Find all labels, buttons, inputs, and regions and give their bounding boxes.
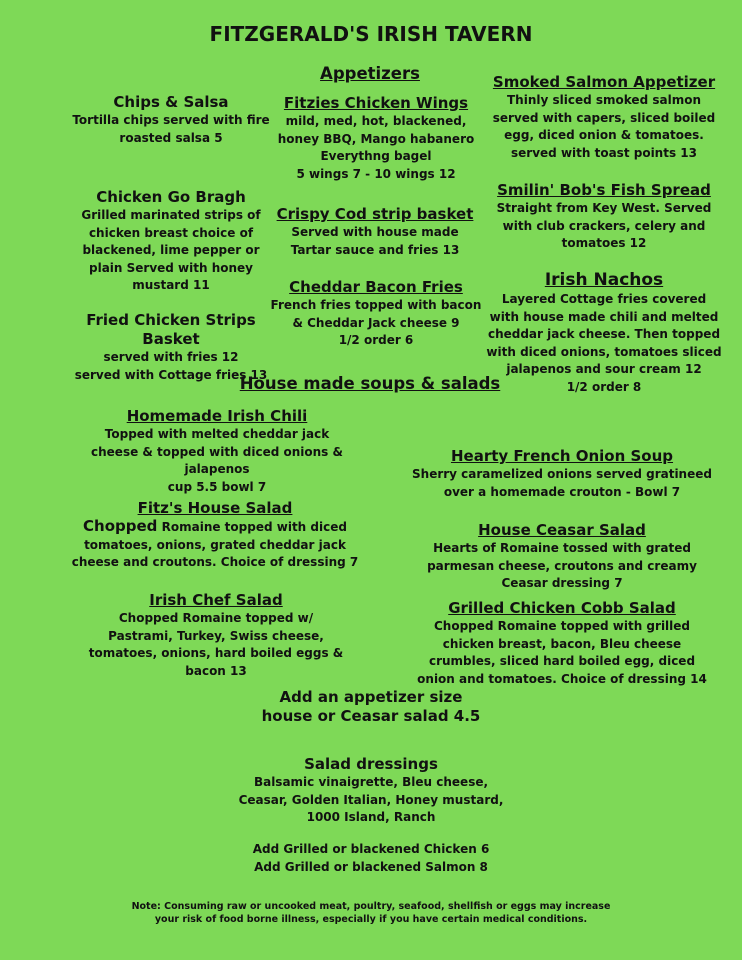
menu-item-chicken-wings [268, 94, 484, 183]
item-name: Cheddar Bacon Fries [289, 278, 463, 296]
dressings-list: Balsamic vinaigrette, Bleu cheese, Ceasar, Golden Italian, Honey mustard, 1000 Island, Ranch [238, 775, 504, 824]
item-name: Irish Nachos [544, 270, 664, 290]
item-desc: Chopped Romaine topped with grilled chicken breast, bacon, Bleu cheese crumbles, sliced hard boiled egg, diced onion and tomatoes. Choice of dressing 14 [417, 619, 707, 686]
page-title: FITZGERALD'S IRISH TAVERN [209, 22, 533, 46]
add-ons [221, 841, 521, 876]
item-name: Grilled Chicken Cobb Salad [448, 599, 676, 617]
item-name: House Ceasar Salad [478, 521, 646, 539]
item-name: Crispy Cod strip basket [276, 205, 474, 223]
menu-item-irish-chili [82, 407, 352, 496]
item-desc-rest: Romaine topped with diced tomatoes, onions, grated cheddar jack cheese and croutons. Choice of dressing 7 [71, 520, 359, 569]
item-desc: served with Cottage fries 13 [74, 367, 268, 382]
item-name: Smilin' Bob's Fish Spread [497, 181, 711, 199]
item-desc: Topped with melted cheddar jack cheese & topped with diced onions & jalapenos [91, 427, 343, 476]
item-half-order: 1/2 order 6 [338, 333, 414, 347]
menu-item-ceasar-salad [408, 521, 716, 593]
item-desc: Sherry caramelized onions served gratineed over a homemade crouton - Bowl 7 [412, 467, 712, 499]
item-desc: French fries topped with bacon & Cheddar Jack cheese 9 [270, 298, 482, 330]
soups-salads-heading: House made soups & salads [239, 374, 501, 393]
menu-item-chicken-go-bragh [72, 188, 270, 295]
item-desc: Grilled marinated strips of chicken breast choice of blackened, lime pepper or plain Served with honey mustard 11 [81, 208, 261, 292]
addon-salmon: Add Grilled or blackened Salmon 8 [254, 859, 488, 874]
item-name: Fried Chicken Strips Basket [86, 311, 256, 348]
item-desc: Tortilla chips served with fire roasted salsa 5 [72, 113, 270, 145]
salad-dressings [230, 755, 512, 827]
add-app-line1: Add an appetizer size [279, 688, 463, 706]
item-desc: Chopped Romaine topped w/ Pastrami, Turkey, Swiss cheese, tomatoes, onions, hard boiled eggs & bacon 13 [88, 611, 344, 678]
menu-item-irish-chef-salad [86, 591, 346, 680]
menu-item-irish-nachos [486, 269, 722, 396]
item-desc: Served with house made Tartar sauce and fries 13 [290, 225, 460, 257]
menu-item-smoked-salmon [488, 73, 720, 162]
item-price: cup 5.5 bowl 7 [167, 479, 267, 494]
item-desc: Thinly sliced smoked salmon served with capers, sliced boiled egg, diced onion & tomatoes. served with toast points 13 [492, 93, 716, 160]
item-name: Smoked Salmon Appetizer [492, 73, 716, 91]
menu-item-fish-spread [488, 181, 720, 253]
menu-item-cod-basket [272, 205, 478, 259]
appetizers-heading: Appetizers [320, 64, 420, 83]
item-desc: Hearts of Romaine tossed with grated parmesan cheese, croutons and creamy Ceasar dressing 7 [427, 541, 697, 590]
add-app-line2: house or Ceasar salad 4.5 [261, 707, 481, 725]
item-desc [60, 518, 370, 572]
item-name: Chips & Salsa [113, 93, 229, 111]
menu-item-house-salad [60, 499, 370, 572]
item-name: Chicken Go Bragh [96, 188, 246, 206]
dressings-heading: Salad dressings [304, 755, 438, 773]
menu-item-cheddar-bacon-fries [268, 278, 484, 350]
menu-item-cobb-salad [410, 599, 714, 688]
menu-item-french-onion-soup [408, 447, 716, 501]
item-name: Homemade Irish Chili [126, 407, 308, 425]
item-price: 5 wings 7 - 10 wings 12 [296, 166, 456, 181]
item-half-order: 1/2 order 8 [566, 379, 642, 394]
menu-item-chips-salsa [70, 93, 272, 147]
item-desc: mild, med, hot, blackened, honey BBQ, Mango habanero Everythng bagel [277, 114, 475, 163]
item-desc: Straight from Key West. Served with club crackers, celery and tomatoes 12 [496, 201, 712, 250]
item-name: Fitz's House Salad [137, 499, 293, 517]
item-desc: served with fries 12 [103, 350, 239, 364]
item-name: Hearty French Onion Soup [450, 447, 674, 465]
add-appetizer-salad [221, 688, 521, 726]
health-note: Note: Consuming raw or uncooked meat, poultry, seafood, shellfish or eggs may increase your risk of food borne illness, especially if you have certain medical conditions. [131, 901, 611, 925]
item-name: Irish Chef Salad [149, 591, 283, 609]
item-name: Fitzies Chicken Wings [283, 94, 469, 112]
item-desc: Layered Cottage fries covered with house made chili and melted cheddar jack cheese. Then topped with diced onions, tomatoes sliced jalapenos and sour cream 12 [486, 292, 722, 376]
addon-chicken: Add Grilled or blackened Chicken 6 [252, 842, 490, 856]
item-desc-lead: Chopped [83, 517, 158, 535]
